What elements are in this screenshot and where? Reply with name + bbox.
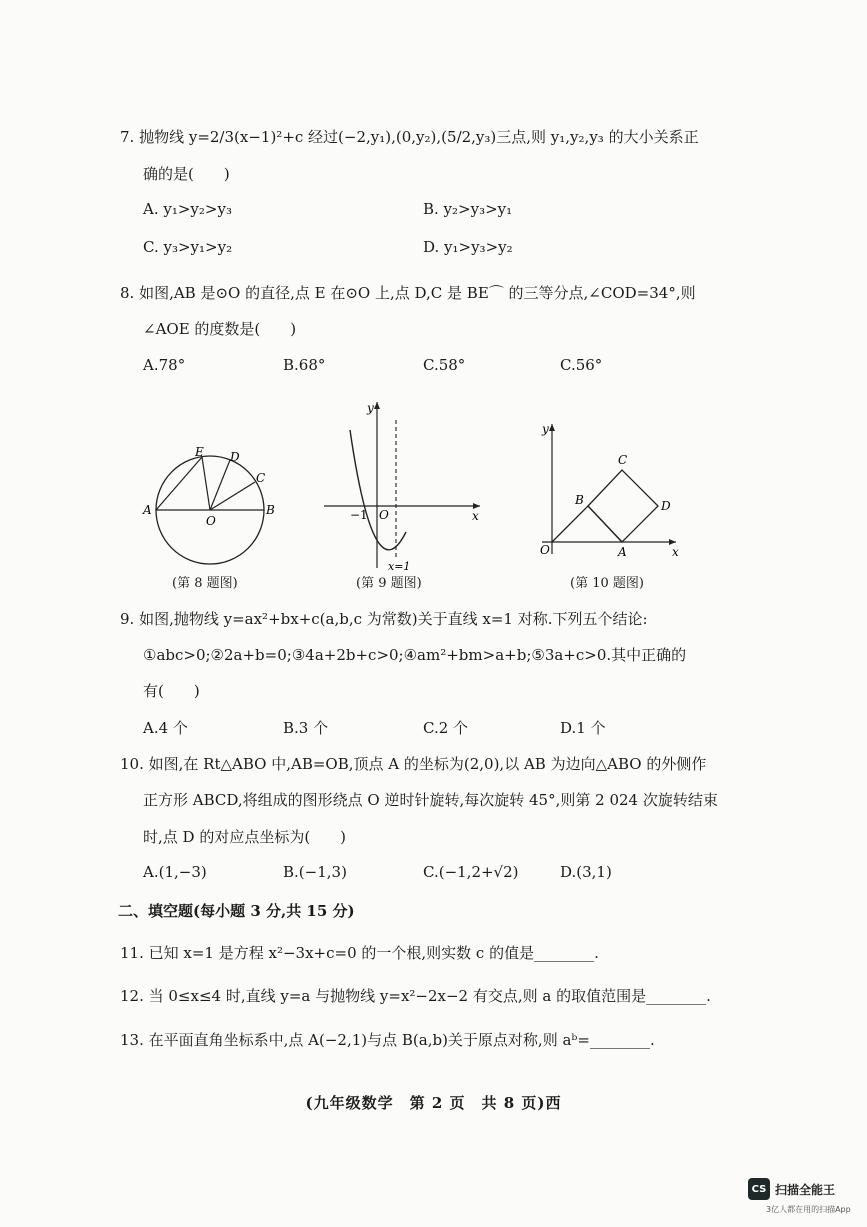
- figure-9-parabola-graph: [322, 396, 492, 574]
- q9-option-d: D.1 个: [560, 719, 606, 737]
- label-x-eq-1: x=1: [388, 560, 411, 573]
- figure-8-caption: (第 8 题图): [172, 576, 238, 591]
- section-fill-in-heading: 二、填空题(每小题 3 分,共 15 分): [118, 902, 355, 920]
- label-y: y: [367, 401, 374, 415]
- q7-option-c: C. y₃>y₁>y₂: [143, 238, 233, 256]
- q10-option-c: C.(−1,2+√2): [423, 863, 519, 881]
- q10-line1: 10. 如图,在 Rt△ABO 中,AB=OB,顶点 A 的坐标为(2,0),以 AB 为边向△ABO 的外侧作: [120, 755, 707, 773]
- figure-10-caption: (第 10 题图): [570, 576, 644, 591]
- figure-9-caption: (第 9 题图): [356, 576, 422, 591]
- page-footer: (九年级数学 第 2 页 共 8 页)西: [305, 1094, 562, 1112]
- q10-line3: 时,点 D 的对应点坐标为( ): [143, 828, 347, 846]
- q9-line3: 有( ): [143, 682, 200, 700]
- label-b: B: [266, 503, 275, 517]
- q7-option-d: D. y₁>y₃>y₂: [423, 238, 513, 256]
- scanner-watermark: [748, 1178, 835, 1200]
- radius-oc: [210, 482, 255, 510]
- label-e: E: [195, 445, 204, 459]
- q10-option-b: B.(−1,3): [283, 863, 347, 881]
- square-abcd: [588, 470, 658, 542]
- q8-option-b: B.68°: [283, 356, 326, 374]
- y-axis-arrow: [549, 424, 555, 431]
- figure-8-circle-diagram: [140, 430, 290, 570]
- label-x: x: [472, 509, 479, 523]
- radius-od: [210, 460, 230, 510]
- q9-option-c: C.2 个: [423, 719, 469, 737]
- label-o: O: [206, 514, 216, 528]
- label-c: C: [618, 453, 628, 467]
- q7-line1: 7. 抛物线 y=2/3(x−1)²+c 经过(−2,y₁),(0,y₂),(5/2,y₃)三点,则 y₁,y₂,y₃ 的大小关系正: [120, 128, 699, 146]
- label-a: A: [143, 503, 152, 517]
- label-b: B: [575, 493, 584, 507]
- q7-option-b: B. y₂>y₃>y₁: [423, 200, 513, 218]
- label-neg1: −1: [350, 508, 368, 522]
- q12-line: 12. 当 0≤x≤4 时,直线 y=a 与抛物线 y=x²−2x−2 有交点,则 a 的取值范围是________.: [120, 987, 711, 1005]
- q10-option-a: A.(1,−3): [143, 863, 207, 881]
- q11-line: 11. 已知 x=1 是方程 x²−3x+c=0 的一个根,则实数 c 的值是________.: [120, 944, 599, 962]
- label-d: D: [230, 450, 240, 464]
- parabola-curve: [350, 430, 406, 550]
- q9-option-a: A.4 个: [143, 719, 188, 737]
- label-y: y: [542, 422, 549, 436]
- q10-option-d: D.(3,1): [560, 863, 612, 881]
- triangle-abo: [552, 506, 622, 542]
- q13-line: 13. 在平面直角坐标系中,点 A(−2,1)与点 B(a,b)关于原点对称,则 aᵇ=________.: [120, 1031, 655, 1049]
- camscanner-logo: CS: [748, 1178, 770, 1200]
- watermark-app-name: 扫描全能王: [775, 1182, 836, 1197]
- watermark-tagline: 3亿人都在用的扫描App: [766, 1205, 851, 1214]
- q8-line1: 8. 如图,AB 是⊙O 的直径,点 E 在⊙O 上,点 D,C 是 BE⌒ 的三等分点,∠COD=34°,则: [120, 284, 696, 302]
- label-a: A: [618, 545, 627, 559]
- q8-option-d: C.56°: [560, 356, 603, 374]
- q9-option-b: B.3 个: [283, 719, 329, 737]
- q7-line2: 确的是( ): [143, 165, 230, 183]
- radius-oe: [202, 457, 210, 510]
- y-axis-arrow: [374, 402, 380, 409]
- label-origin: O: [379, 508, 389, 522]
- q7-option-a: A. y₁>y₂>y₃: [143, 200, 232, 218]
- q8-option-a: A.78°: [143, 356, 186, 374]
- q8-line2: ∠AOE 的度数是( ): [143, 320, 297, 338]
- figure-10-square-diagram: [534, 418, 684, 560]
- q9-line1: 9. 如图,抛物线 y=ax²+bx+c(a,b,c 为常数)关于直线 x=1 对称.下列五个结论:: [120, 610, 648, 628]
- q8-option-c: C.58°: [423, 356, 466, 374]
- q10-line2: 正方形 ABCD,将组成的图形绕点 O 逆时针旋转,每次旋转 45°,则第 2 024 次旋转结束: [143, 791, 718, 809]
- label-o: O: [540, 543, 550, 557]
- label-d: D: [661, 499, 671, 513]
- label-x: x: [672, 545, 679, 559]
- label-c: C: [256, 471, 266, 485]
- q9-line2: ①abc>0;②2a+b=0;③4a+2b+c>0;④am²+bm>a+b;⑤3a+c>0.其中正确的: [143, 646, 687, 664]
